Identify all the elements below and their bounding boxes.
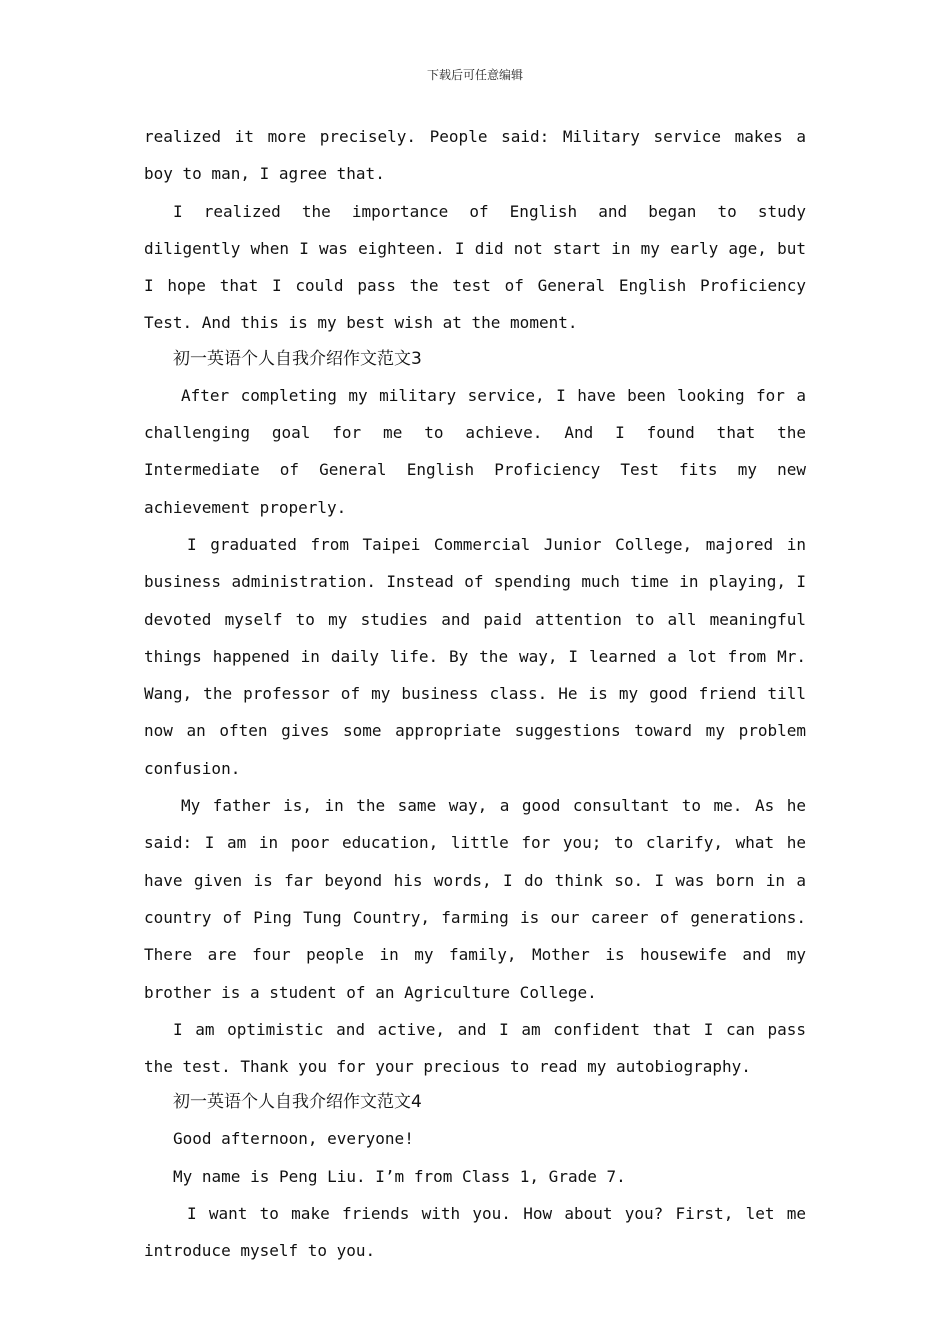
section-heading-sample-4: 初一英语个人自我介绍作文范文4 xyxy=(173,1092,422,1113)
paragraph-graduated-college: I graduated from Taipei Commercial Junior College, majored in business administration. Instead of spending much time in playing, I devoted myself to my studies and paid attention to all meaningful things happened in daily life. By the way, I learned a lot from Mr. Wang, the professor of my business class. He is my good friend till now an often gives some appropriate suggestions toward my problem confusion. xyxy=(144,534,806,778)
paragraph-after-military-service: After completing my military service, I have been looking for a challenging goal for me to achieve. And I found that the Intermediate of General English Proficiency Test fits my new achievement properly. xyxy=(144,385,806,517)
paragraph-father-consultant: My father is, in the same way, a good consultant to me. As he said: I am in poor education, little for you; to clarify, what he have given is far beyond his words, I do think so. I was born in a country of Ping Tung Country, farming is our career of generations. There are four people in my family, Mother is housewife and my brother is a student of an Agriculture College. xyxy=(144,796,806,1002)
paragraph-optimistic-active: I am optimistic and active, and I am confident that I can pass the test. Thank you for your precious to read my autobiography. xyxy=(144,1019,806,1077)
page-header-note: 下载后可任意编辑 xyxy=(426,68,523,82)
section-heading-sample-3: 初一英语个人自我介绍作文范文3 xyxy=(173,348,422,369)
paragraph-military-service-end: realized it more precisely. People said: Military service makes a boy to man, I agree that. xyxy=(144,127,806,184)
document-body xyxy=(144,118,806,1270)
paragraph-importance-of-english: I realized the importance of English and began to study diligently when I was eighteen. I did not start in my early age, but I hope that I could pass the test of General English Proficiency Test. And this is my best wish at the moment. xyxy=(144,201,806,333)
paragraph-make-friends: I want to make friends with you. How about you? First, let me introduce myself to you. xyxy=(144,1204,806,1261)
paragraph-name-class: My name is Peng Liu. I’m from Class 1, Grade 7. xyxy=(173,1166,626,1186)
paragraph-greeting: Good afternoon, everyone! xyxy=(173,1129,414,1149)
